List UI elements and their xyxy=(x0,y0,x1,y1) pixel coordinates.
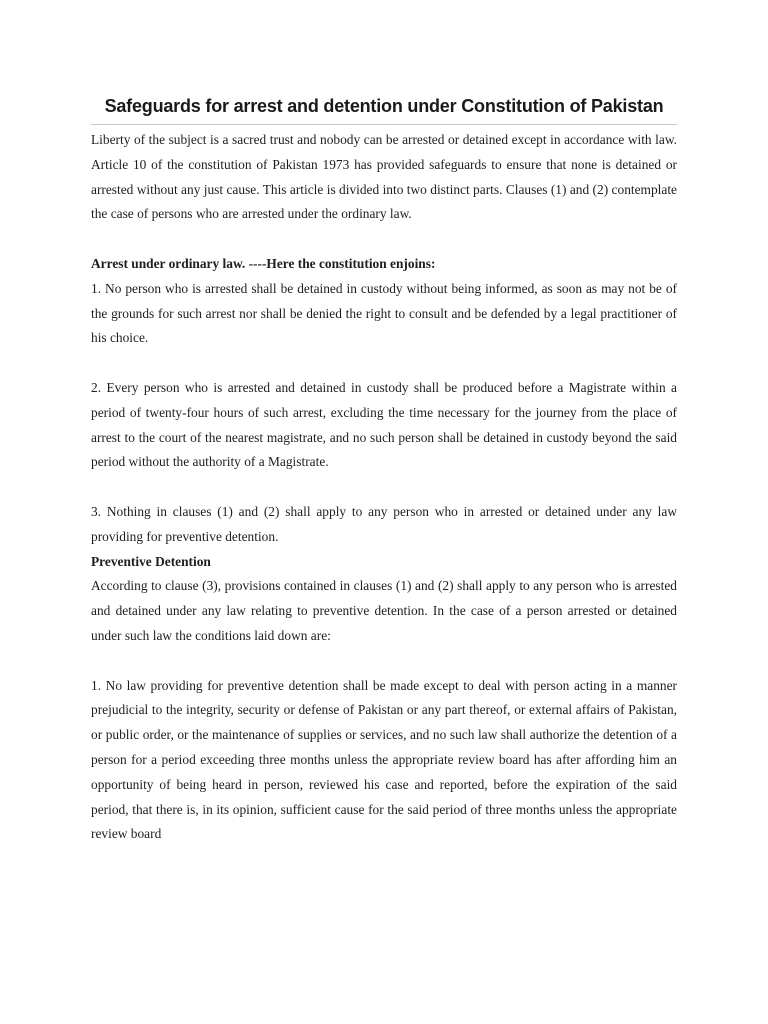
document-page xyxy=(91,92,677,847)
clause-paragraph: 2. Every person who is arrested and detained in custody shall be produced before a Magistrate within a period of twenty-four hours of such arrest, excluding the time necessary for the journey from the place of arrest to the court of the nearest magistrate, and no such person shall be detained in custody beyond the said period without the authority of a Magistrate. xyxy=(91,379,677,470)
clause-paragraph: 3. Nothing in clauses (1) and (2) shall apply to any person who in arrested or detained under any law providing for preventive detention. xyxy=(91,503,677,544)
document-body xyxy=(91,128,677,847)
section-heading: Preventive Detention xyxy=(91,553,211,569)
clause-paragraph: According to clause (3), provisions contained in clauses (1) and (2) shall apply to any person who is arrested and detained under any law relating to preventive detention. In the case of a person arrested or detained under such law the conditions laid down are: xyxy=(91,578,677,643)
section-arrest-ordinary-law xyxy=(91,252,677,550)
clause-paragraph: 1. No law providing for preventive detention shall be made except to deal with person acting in a manner prejudicial to the integrity, security or defense of Pakistan or any part thereof, or external affairs of Pakistan, or public order, or the maintenance of supplies or services, and no such law shall authorize the detention of a person for a period exceeding three months unless the appropriate review board has after affording him an opportunity of being heard in person, reviewed his case and reported, before the expiration of the said period, that there is, in its opinion, sufficient cause for the said period of three months unless the appropriate review board xyxy=(91,677,677,842)
intro-paragraph: Liberty of the subject is a sacred trust and nobody can be arrested or detained except in accordance with law. Article 10 of the constitution of Pakistan 1973 has provided safeguards to ensure that none is detained or arrested without any just cause. This article is divided into two distinct parts. Clauses (1) and (2) contemplate the case of persons who are arrested under the ordinary law. xyxy=(91,132,677,222)
section-preventive-detention xyxy=(91,550,677,848)
clause-paragraph: 1. No person who is arrested shall be detained in custody without being informed, as soon as may not be of the grounds for such arrest nor shall be denied the right to consult and be defended by a legal practitioner of his choice. xyxy=(91,280,677,346)
document-title: Safeguards for arrest and detention under Constitution of Pakistan xyxy=(91,92,677,125)
section-heading: Arrest under ordinary law. ----Here the constitution enjoins: xyxy=(91,255,436,271)
